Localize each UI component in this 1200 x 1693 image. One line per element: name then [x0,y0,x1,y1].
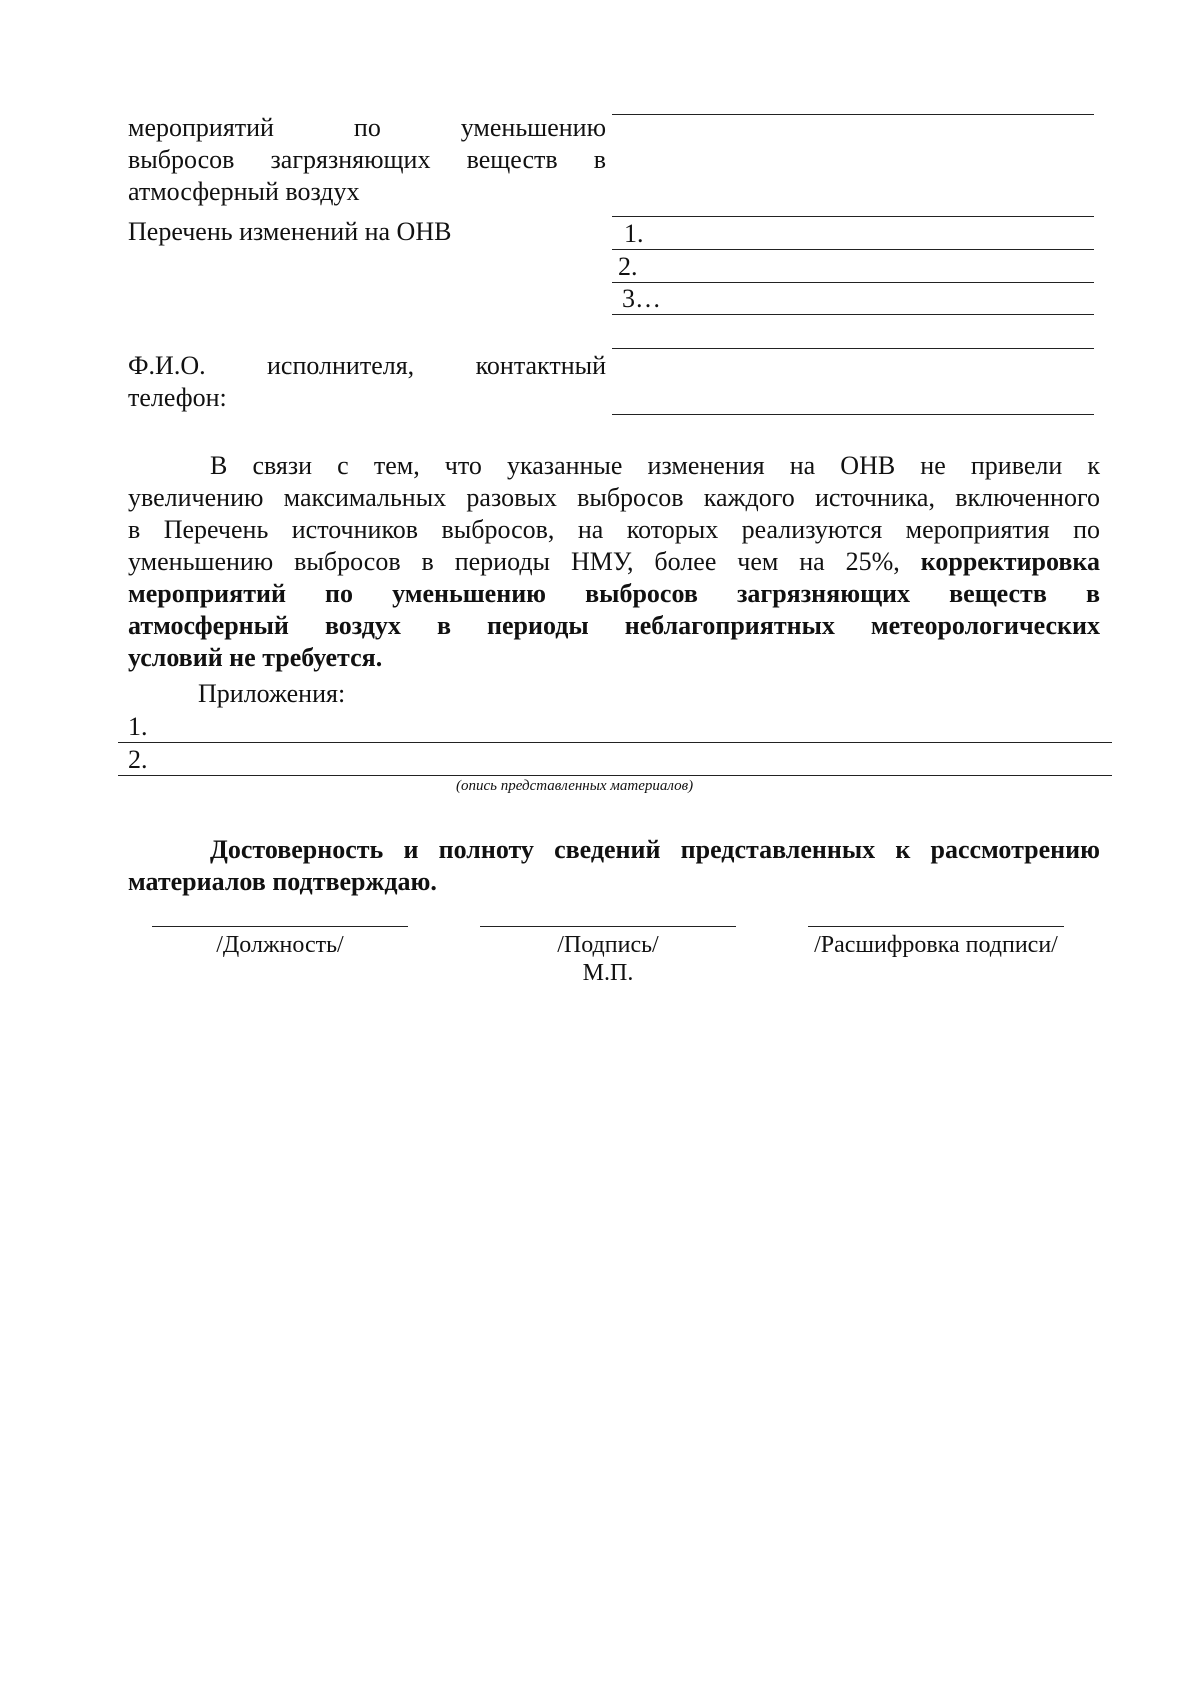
change-item-3: 3… [622,284,661,313]
change-item-2-line[interactable] [612,282,1094,283]
executor-label-line-1: Ф.И.О. исполнителя, контактный [128,351,606,380]
measures-label-line-1: мероприятий по уменьшению [128,113,606,142]
confirmation-line-2: материалов подтверждаю. [128,867,437,896]
attachment-item-1-line[interactable] [118,742,1112,743]
position-label: /Должность/ [216,932,344,958]
attachment-item-2: 2. [128,745,148,774]
measures-fill-line-bottom[interactable] [612,216,1094,217]
measures-label-line-2: выбросов загрязняющих веществ в [128,145,606,174]
executor-fill-line-top[interactable] [612,348,1094,349]
change-item-1-line[interactable] [612,249,1094,250]
attachments-caption: (опись представленных материалов) [456,778,694,794]
position-line[interactable] [152,926,408,927]
paragraph-line-4-bold: корректировка [920,547,1100,576]
attachment-item-2-line[interactable] [118,775,1112,776]
paragraph-line-6: атмосферный воздух в периоды неблагоприятных метеорологических [128,611,1100,640]
paragraph-line-2: увеличению максимальных разовых выбросов каждого источника, включенного [128,483,1100,512]
confirmation-line-1: Достоверность и полноту сведений представленных к рассмотрению [210,835,1100,864]
measures-label [128,112,606,208]
paragraph-line-4 [128,546,1100,578]
paragraph-line-1 [128,450,1100,482]
change-item-1: 1. [624,219,644,248]
signature-line[interactable] [480,926,736,927]
transcript-label: /Расшифровка подписи/ [814,932,1058,958]
paragraph-line-4-regular: уменьшению выбросов в периоды НМУ, более чем на 25%, [128,547,921,576]
transcript-line[interactable] [808,926,1064,927]
change-item-2: 2. [618,252,638,281]
change-item-3-line[interactable] [612,314,1094,315]
changes-list-label: Перечень изменений на ОНВ [128,217,452,246]
attachments-label: Приложения: [198,679,346,708]
stamp-label: М.П. [582,960,634,986]
attachment-item-1: 1. [128,712,148,741]
paragraph-line-5: мероприятий по уменьшению выбросов загрязняющих веществ в [128,579,1100,608]
paragraph-line-1-text: В связи с тем, что указанные изменения на ОНВ не привели к [210,451,1100,480]
conclusion-paragraph [128,450,1100,674]
measures-label-line-3: атмосферный воздух [128,177,360,206]
signature-label: /Подпись/ [557,932,659,958]
measures-fill-line-top[interactable] [612,114,1094,115]
executor-label [128,350,606,414]
confirmation-text [128,834,1100,898]
executor-label-line-2: телефон: [128,383,227,412]
paragraph-line-7: условий не требуется. [128,643,383,672]
paragraph-line-3: в Перечень источников выбросов, на которых реализуются мероприятия по [128,515,1100,544]
executor-fill-line-bottom[interactable] [612,414,1094,415]
